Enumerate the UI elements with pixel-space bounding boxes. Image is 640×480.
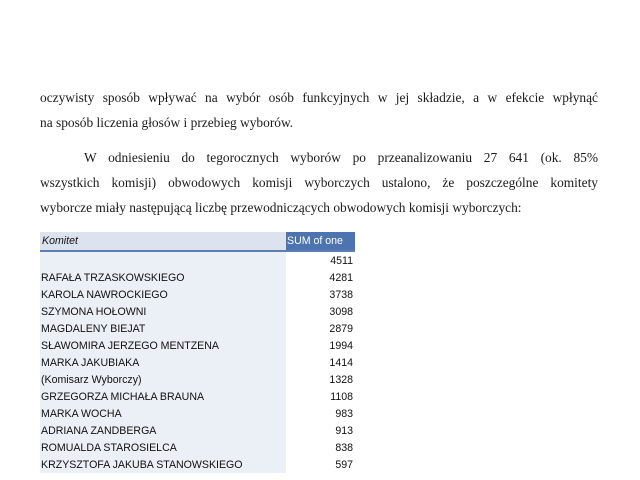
table-row <box>40 456 355 473</box>
paragraph-committees-intro <box>40 145 598 220</box>
chair-count-cell: 3098 <box>286 303 355 320</box>
table-row <box>40 251 355 269</box>
chair-count-cell: 2879 <box>286 320 355 337</box>
table-row <box>40 422 355 439</box>
table-row <box>40 388 355 405</box>
committee-name-cell: MARKA JAKUBIAKA <box>40 354 286 371</box>
paragraph-line: W odniesieniu do tegorocznych wyborów po przeanalizowaniu 27 641 (ok. 85% <box>84 150 598 165</box>
paragraph-line: na sposób liczenia głosów i przebieg wyborów. <box>40 115 294 130</box>
table-row <box>40 337 355 354</box>
committee-name-cell: KRZYSZTOFA JAKUBA STANOWSKIEGO <box>40 456 286 473</box>
table-row <box>40 320 355 337</box>
table-row <box>40 269 355 286</box>
committee-name-cell: MARKA WOCHA <box>40 405 286 422</box>
chair-count-cell: 983 <box>286 405 355 422</box>
column-header-committee[interactable]: Komitet <box>40 232 286 251</box>
chair-count-cell: 1328 <box>286 371 355 388</box>
chair-count-cell: 913 <box>286 422 355 439</box>
paragraph-line: wszystkich komisji) obwodowych komisji wyborczych ustalono, że poszczególne komitety <box>40 175 598 190</box>
paragraph-line: wyborcze miały następującą liczbę przewodniczących obwodowych komisji wyborczych: <box>40 200 522 215</box>
table-header-row <box>40 232 355 251</box>
table-row <box>40 405 355 422</box>
chair-count-cell: 838 <box>286 439 355 456</box>
chair-count-cell: 1108 <box>286 388 355 405</box>
committee-name-cell: (Komisarz Wyborczy) <box>40 371 286 388</box>
committee-name-cell: RAFAŁA TRZASKOWSKIEGO <box>40 269 286 286</box>
table-row <box>40 286 355 303</box>
chair-count-cell: 1414 <box>286 354 355 371</box>
committee-name-cell: SZYMONA HOŁOWNI <box>40 303 286 320</box>
chair-count-cell: 597 <box>286 456 355 473</box>
table-row <box>40 354 355 371</box>
paragraph-continuation <box>40 85 598 135</box>
committee-name-cell: ADRIANA ZANDBERGA <box>40 422 286 439</box>
committee-name-cell: SŁAWOMIRA JERZEGO MENTZENA <box>40 337 286 354</box>
committee-chairs-table <box>40 232 355 473</box>
committee-name-cell <box>40 251 286 269</box>
table-row <box>40 439 355 456</box>
paragraph-line: oczywisty sposób wpływać na wybór osób funkcyjnych w jej składzie, a w efekcie wpłynąć <box>40 90 598 105</box>
chair-count-cell: 3738 <box>286 286 355 303</box>
column-header-sum[interactable]: SUM of one <box>286 232 355 251</box>
chair-count-cell: 4511 <box>286 251 355 269</box>
committee-name-cell: GRZEGORZA MICHAŁA BRAUNA <box>40 388 286 405</box>
table-row <box>40 303 355 320</box>
chair-count-cell: 1994 <box>286 337 355 354</box>
committee-name-cell: MAGDALENY BIEJAT <box>40 320 286 337</box>
committee-name-cell: ROMUALDA STAROSIELCA <box>40 439 286 456</box>
table-row <box>40 371 355 388</box>
committee-name-cell: KAROLA NAWROCKIEGO <box>40 286 286 303</box>
chair-count-cell: 4281 <box>286 269 355 286</box>
